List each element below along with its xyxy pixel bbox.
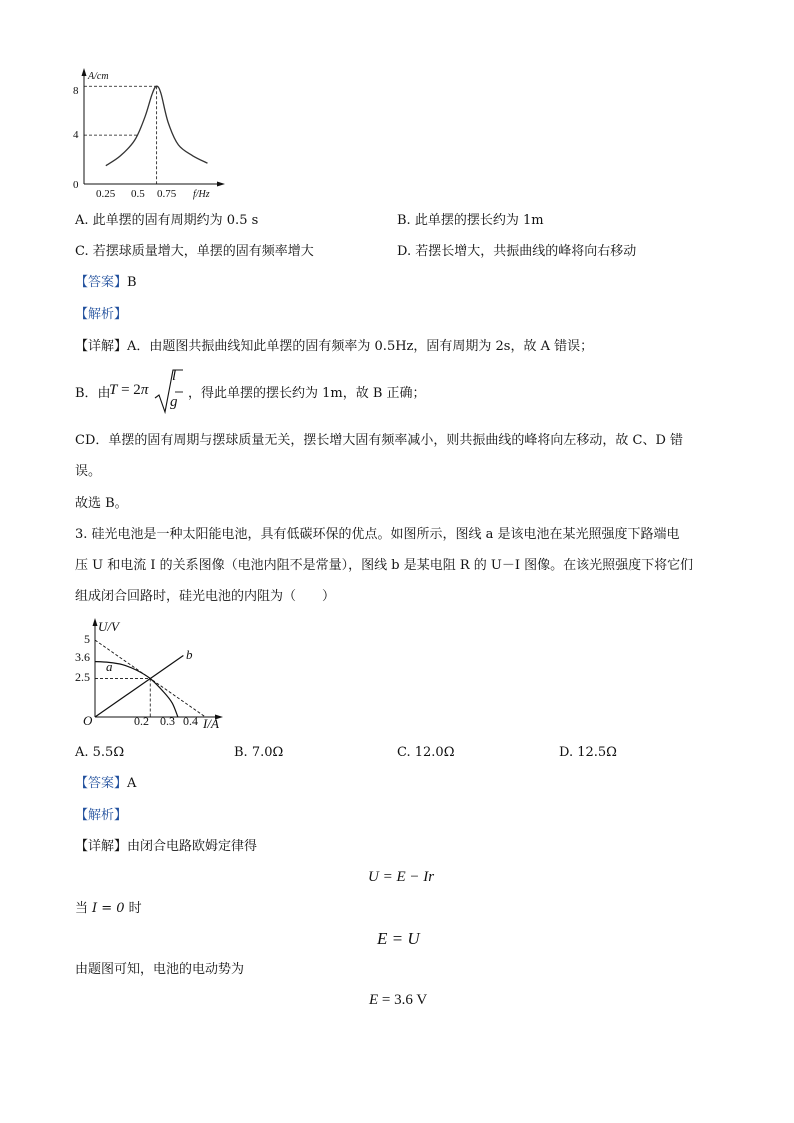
q2-detail-a (75, 337, 593, 357)
q3-option-c: C. 12.0Ω (397, 745, 455, 760)
y-tick-0: 0 (73, 179, 79, 191)
q3-stem-3: 组成闭合回路时，硅光电池的内阻为（ ） (75, 589, 336, 604)
x-tick-0-25: 0.25 (96, 188, 116, 200)
x-tick-0-3: 0.3 (160, 714, 175, 728)
y-axis-arrow (93, 618, 98, 626)
sqrt-sign (154, 368, 184, 416)
resonance-chart (68, 66, 228, 200)
q3-when-eq: I = 0 (92, 901, 125, 916)
y-tick-4: 4 (73, 129, 79, 141)
q2-answer (75, 273, 137, 293)
curve-a-label: a (106, 659, 113, 674)
formula-pi: π (140, 382, 149, 398)
x-tick-0-2: 0.2 (134, 714, 149, 728)
q2-answer-value: B (127, 275, 137, 290)
q3-eq2: E = U (377, 929, 420, 948)
x-axis-arrow (217, 182, 225, 187)
q3-option-d: D. 12.5Ω (559, 745, 617, 760)
q3-answer-tag: 【答案】 (75, 776, 128, 791)
q3-detail-1 (75, 837, 257, 857)
q3-analysis-tag: 【解析】 (75, 808, 128, 823)
formula-denominator: g (170, 394, 178, 410)
q3-stem-2: 压 U 和电流 I 的关系图像（电池内阻不是常量），图线 b 是某电阻 R 的 U－I 图像。在该光照强度下将它们 (75, 558, 694, 573)
x-tick-0-4: 0.4 (183, 714, 198, 728)
q3-answer-value: A (127, 776, 137, 791)
q2-analysis-tag: 【解析】 (75, 307, 128, 322)
y-tick-8: 8 (73, 85, 79, 97)
q2-option-c: C. 若摆球质量增大，单摆的固有频率增大 (75, 244, 314, 259)
q3-graph-text: 由题图可知，电池的电动势为 (75, 962, 245, 977)
q3-stem-1: 3. 硅光电池是一种太阳能电池，具有低碳环保的优点。如图所示，图线 a 是该电池在某光照强度下路端电 (75, 527, 680, 542)
q3-when-prefix: 当 (75, 901, 89, 916)
q2-option-b: B. 此单摆的摆长约为 1m (397, 213, 544, 228)
x-axis-label: I/A (203, 716, 219, 731)
q2-option-a: A. 此单摆的固有周期约为 0.5 s (75, 213, 259, 228)
q3-option-b: B. 7.0Ω (234, 745, 284, 760)
q2-formula-t (109, 382, 148, 399)
q2-detail-b-suffix: ，得此单摆的摆长约为 1m，故 B 正确； (188, 386, 426, 401)
y-axis-arrow (82, 68, 87, 76)
q3-detail-tag: 【详解】 (75, 839, 128, 854)
x-tick-0-75: 0.75 (157, 188, 177, 200)
q2-detail-cd-2: 误。 (75, 464, 102, 479)
ui-chart (75, 615, 235, 733)
q3-answer (75, 774, 136, 794)
q2-detail-a-text: A．由题图共振曲线知此单摆的固有频率为 0.5Hz，固有周期为 2s，故 A 错误； (127, 339, 594, 354)
y-tick-2-5: 2.5 (75, 670, 90, 684)
formula-numerator: l (172, 368, 177, 384)
q3-when (75, 899, 142, 919)
x-axis-label: f/Hz (193, 189, 210, 200)
q3-eq1: U = E − Ir (368, 869, 435, 885)
formula-t: T (109, 382, 118, 398)
q2-answer-tag: 【答案】 (75, 275, 128, 290)
formula-eq: = 2 (117, 382, 141, 398)
y-tick-3-6: 3.6 (75, 650, 90, 664)
q3-eq3-var: E (369, 992, 379, 1008)
q2-detail-cd-1: CD．单摆的固有周期与摆球质量无关，摆长增大固有频率减小，则共振曲线的峰将向左移动，故 C、D 错 (75, 433, 684, 448)
line-b-label: b (186, 647, 193, 662)
q3-eq3 (369, 990, 427, 1010)
q3-option-a: A. 5.5Ω (75, 745, 125, 760)
q3-when-suffix: 时 (128, 901, 142, 916)
x-tick-0-5: 0.5 (131, 188, 145, 200)
y-axis-label: A/cm (88, 71, 109, 82)
q2-option-d: D. 若摆长增大，共振曲线的峰将向右移动 (397, 244, 637, 259)
q2-detail-b-prefix: B．由 (75, 386, 111, 401)
origin-label: O (83, 713, 93, 728)
q3-detail-1-text: 由闭合电路欧姆定律得 (127, 839, 258, 854)
y-axis-label: U/V (98, 619, 119, 634)
q2-conclusion: 故选 B。 (75, 496, 128, 511)
y-tick-5: 5 (84, 632, 90, 646)
q2-detail-tag: 【详解】 (75, 339, 128, 354)
q3-eq3-val: = 3.6 V (378, 992, 428, 1008)
